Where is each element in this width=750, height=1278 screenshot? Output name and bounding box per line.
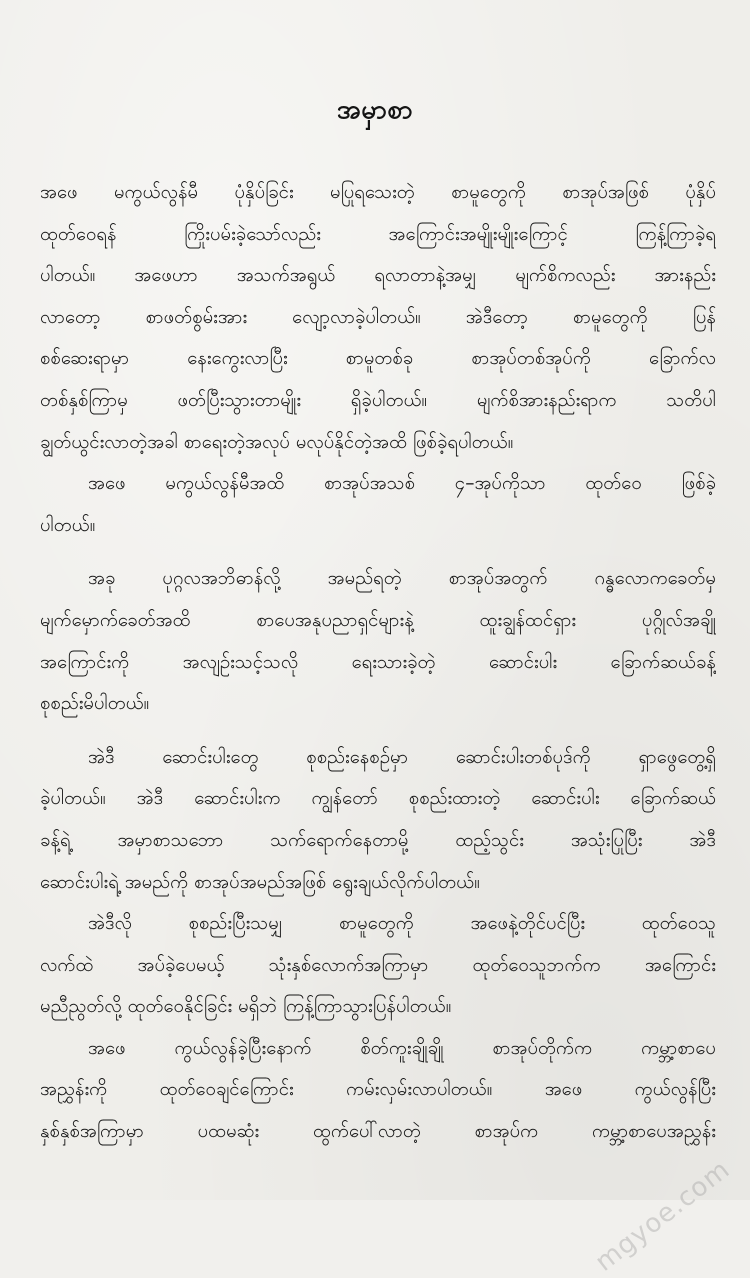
text-line: ခန့်ရဲ့ အမှာစာသဘော သက်ရောက်နေတာမို့ ထည့်သွင်း အသုံးပြုပြီး အဲဒီ: [40, 829, 716, 851]
text-line: အညွှန်းကို ထုတ်ဝေချင်ကြောင်း ကမ်းလှမ်းလာပါတယ်။ အဖေ ကွယ်လွန်ပြီး: [40, 1079, 716, 1101]
paragraph-2: [40, 463, 716, 546]
text-line: ချွတ်ယွင်းလာတဲ့အခါ စာရေးတဲ့အလုပ် မလုပ်နိုင်တဲ့အထိ ဖြစ်ခဲ့ရပါတယ်။: [40, 431, 514, 453]
paragraph-4: [40, 737, 716, 903]
paragraph-6: [40, 1028, 716, 1153]
text-line: အကြောင်းကို အလျဉ်းသင့်သလို ရေးသားခဲ့တဲ့ ဆောင်းပါး ခြောက်ဆယ်ခန့်: [40, 651, 716, 673]
watermark: mgyoe.com: [589, 1154, 736, 1278]
text-line: မညီညွတ်လို့ ထုတ်ဝေနိုင်ခြင်း မရှိဘဲ ကြန့်ကြာသွားပြန်ပါတယ်။: [40, 996, 452, 1018]
text-line: တစ်နှစ်ကြာမှ ဖတ်ပြီးသွားတာမျိုး ရှိခဲ့ပါတယ်။ မျက်စိအားနည်းရာက သတိပါ: [40, 389, 716, 411]
text-line: ခဲ့ပါတယ်။ အဲဒီ ဆောင်းပါးက ကျွန်တော် စုစည်းထားတဲ့ ဆောင်းပါး ခြောက်ဆယ်: [40, 788, 716, 810]
text-line: ပါတယ်။: [40, 514, 96, 536]
text-line: အဖေ မကွယ်လွန်မီ ပုံနှိပ်ခြင်း မပြုရသေးတဲ့ စာမူတွေကို စာအုပ်အဖြစ် ပုံနှိပ်: [40, 182, 716, 203]
paragraph-gap: [40, 546, 716, 558]
paragraph-gap: [40, 725, 716, 737]
paragraph-1: [40, 172, 716, 463]
paragraph-5: [40, 903, 716, 1028]
text-line: လာတော့ စာဖတ်စွမ်းအား လျော့လာခဲ့ပါတယ်။ အဲဒီတော့ စာမူတွေကို ပြန်: [40, 306, 716, 328]
text-line: ပါတယ်။ အဖေဟာ အသက်အရွယ် ရလာတာနဲ့အမျှ မျက်စိကလည်း အားနည်း: [40, 265, 716, 287]
text-line: အဖေ မကွယ်လွန်မီအထိ စာအုပ်အသစ် ၄–အုပ်ကိုသာ ထုတ်ဝေ ဖြစ်ခဲ့: [88, 473, 716, 495]
text-line: လက်ထဲ အပ်ခဲ့ပေမယ့် သုံးနှစ်လောက်အကြာမှာ ထုတ်ဝေသူဘက်က အကြောင်း: [40, 954, 716, 976]
text-line: အခု ပုဂ္ဂလအဘိဓာန်လို့ အမည်ရတဲ့ စာအုပ်အတွက် ဂန္ဓလောကခေတ်မှ: [88, 568, 716, 590]
text-line: မျက်မှောက်ခေတ်အထိ စာပေအနုပညာရှင်များနဲ့ ထူးချွန်ထင်ရှား ပုဂ္ဂိုလ်အချို့: [40, 609, 716, 631]
body-text: [40, 172, 716, 1153]
text-line: အဲဒီလို စုစည်းပြီးသမျှ စာမူတွေကို အဖေနဲ့တိုင်ပင်ပြီး ထုတ်ဝေသူ: [88, 913, 716, 935]
text-line: အဲဒီ ဆောင်းပါးတွေ စုစည်းနေစဉ်မှာ ဆောင်းပါးတစ်ပုဒ်ကို ရှာဖွေတွေ့ရှိ: [88, 746, 716, 768]
text-line: စုစည်းမိပါတယ်။: [40, 693, 150, 715]
text-line: စစ်ဆေးရာမှာ နေးကွေးလာပြီး စာမူတစ်ခု စာအုပ်တစ်အုပ်ကို ခြောက်လ: [40, 348, 716, 370]
text-line: နှစ်နှစ်အကြာမှာ ပထမဆုံး ထွက်ပေါ်လာတဲ့ စာအုပ်က ကမ္ဘာ့စာပေအညွှန်း: [40, 1121, 716, 1143]
text-line: ထုတ်ဝေရန် ကြိုးပမ်းခဲ့သော်လည်း အကြောင်းအမျိုးမျိုးကြောင့် ကြန့်ကြာခဲ့ရ: [40, 223, 716, 245]
text-line: အဖေ ကွယ်လွန်ခဲ့ပြီးနောက် စိတ်ကူးချိုချို စာအုပ်တိုက်က ကမ္ဘာ့စာပေ: [88, 1037, 716, 1059]
text-line: ဆောင်းပါးရဲ့ အမည်ကို စာအုပ်အမည်အဖြစ် ရွေးချယ်လိုက်ပါတယ်။: [40, 871, 480, 893]
paragraph-3: [40, 558, 716, 724]
page-title: အမှာစာ: [336, 95, 414, 125]
